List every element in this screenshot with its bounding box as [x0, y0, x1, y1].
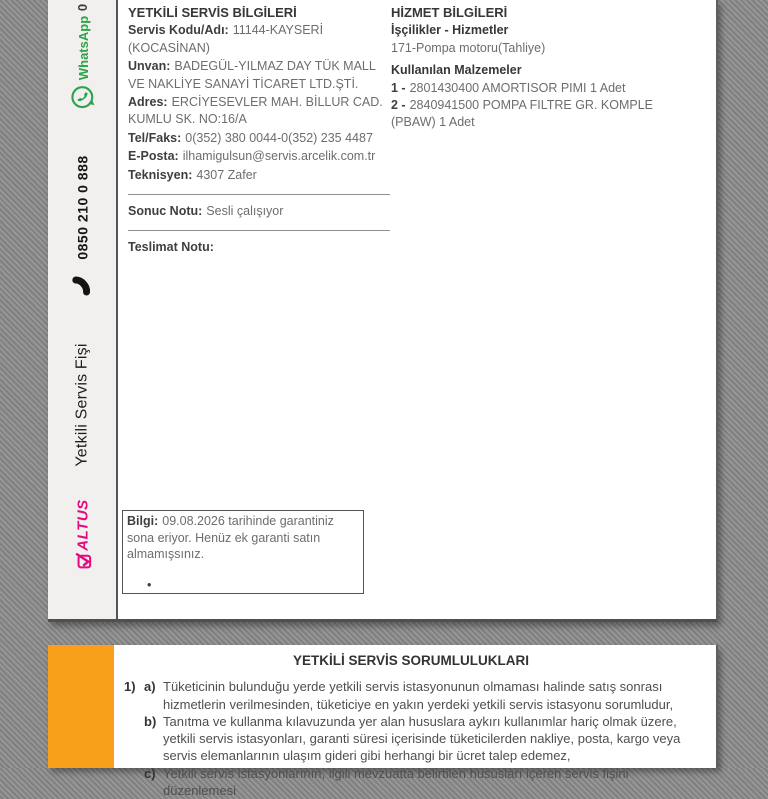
altus-check-icon	[75, 552, 92, 569]
service-info-heading: YETKİLİ SERVİS BİLGİLERİ	[128, 5, 297, 20]
responsibility-item-a: 1) a) Tüketicinin bulunduğu yerde yetkili servis istasyonunun olmaması halinde satış sonrası hizmetlerin verilmesinden, tüketiciye en yakın yerdeki yetkili servis istasyonu sorumludur,	[124, 679, 674, 712]
labor-item: 171-Pompa motoru(Tahliye)	[391, 40, 546, 55]
phone-group	[67, 155, 99, 300]
responsibilities-heading: YETKİLİ SERVİS SORUMLULUKLARI	[292, 653, 529, 668]
service-code-field: Servis Kodu/Adı: 11144-KAYSERİ (KOCASİNAN)	[128, 23, 324, 55]
bullet-point: •	[147, 577, 152, 592]
hotline-number: 0850 210 0 888	[75, 155, 92, 260]
document-title: Yetkili Servis Fişi	[74, 343, 91, 467]
brand-logo	[75, 499, 92, 569]
labor-heading: İşçilikler - Hizmetler	[391, 23, 509, 38]
responsibilities-section	[114, 645, 716, 799]
divider	[128, 194, 390, 195]
service-details-heading: HİZMET BİLGİLERİ	[391, 5, 508, 20]
warranty-info-text: Bilgi: 09.08.2026 tarihinde garantiniz sona eriyor. Henüz ek garanti satın almamışsınız.	[127, 514, 334, 561]
sidebar	[48, 0, 118, 619]
service-info-section	[128, 0, 390, 257]
warranty-info-box	[122, 510, 364, 594]
address-field: Adres: ERCİYESEVLER MAH. BİLLUR CAD. KUMLU SK. NO:16/A	[128, 95, 383, 127]
email-field: E-Posta: ilhamigulsun@servis.arcelik.com.tr	[128, 149, 376, 164]
technician-field: Teknisyen: 4307 Zafer	[128, 167, 257, 182]
brand-name: ALTUS	[74, 498, 92, 551]
cutoff-digit: 0	[75, 3, 91, 11]
whatsapp-label: WhatsApp	[75, 15, 91, 81]
whatsapp-icon	[70, 84, 96, 110]
divider	[128, 230, 390, 231]
material-item: 1 - 2801430400 AMORTISOR PIMI 1 Adet	[391, 80, 626, 95]
whatsapp-group	[70, 16, 96, 110]
company-title-field: Unvan: BADEGÜL-YILMAZ DAY TÜK MALL VE NAKLİYE SANAYİ TİCARET LTD.ŞTİ.	[128, 59, 376, 91]
service-receipt-page	[48, 0, 718, 622]
material-item: 2 - 2840941500 POMPA FILTRE GR. KOMPLE (PBAW) 1 Adet	[391, 98, 653, 130]
service-details-section	[391, 0, 683, 132]
phone-receiver-icon	[67, 269, 99, 301]
orange-accent-bar	[48, 645, 114, 768]
tel-fax-field: Tel/Faks: 0(352) 380 0044-0(352) 235 4487	[128, 130, 373, 145]
result-note: Sonuc Notu: Sesli çalışıyor	[128, 204, 284, 219]
responsibility-item-b: b) Tanıtma ve kullanma kılavuzunda yer alan hususlara aykırı kullanımlar hariç olmak üzere, yetkili servis istasyonları, garanti süresi içerisinde tüketicilerden nakliye, posta, kargo veya servis elemanlarının ulaşım gideri gibi herhangi bir ücret talep edemez,	[144, 713, 681, 764]
responsibilities-page	[48, 645, 718, 799]
responsibility-item-c: c) Yetkili servis istasyonlarının, ilgili mevzuatta belirtilen hususları içeren servis fişini düzenlemesi	[144, 765, 629, 799]
materials-heading: Kullanılan Malzemeler	[391, 63, 522, 78]
delivery-note: Teslimat Notu:	[128, 240, 214, 255]
